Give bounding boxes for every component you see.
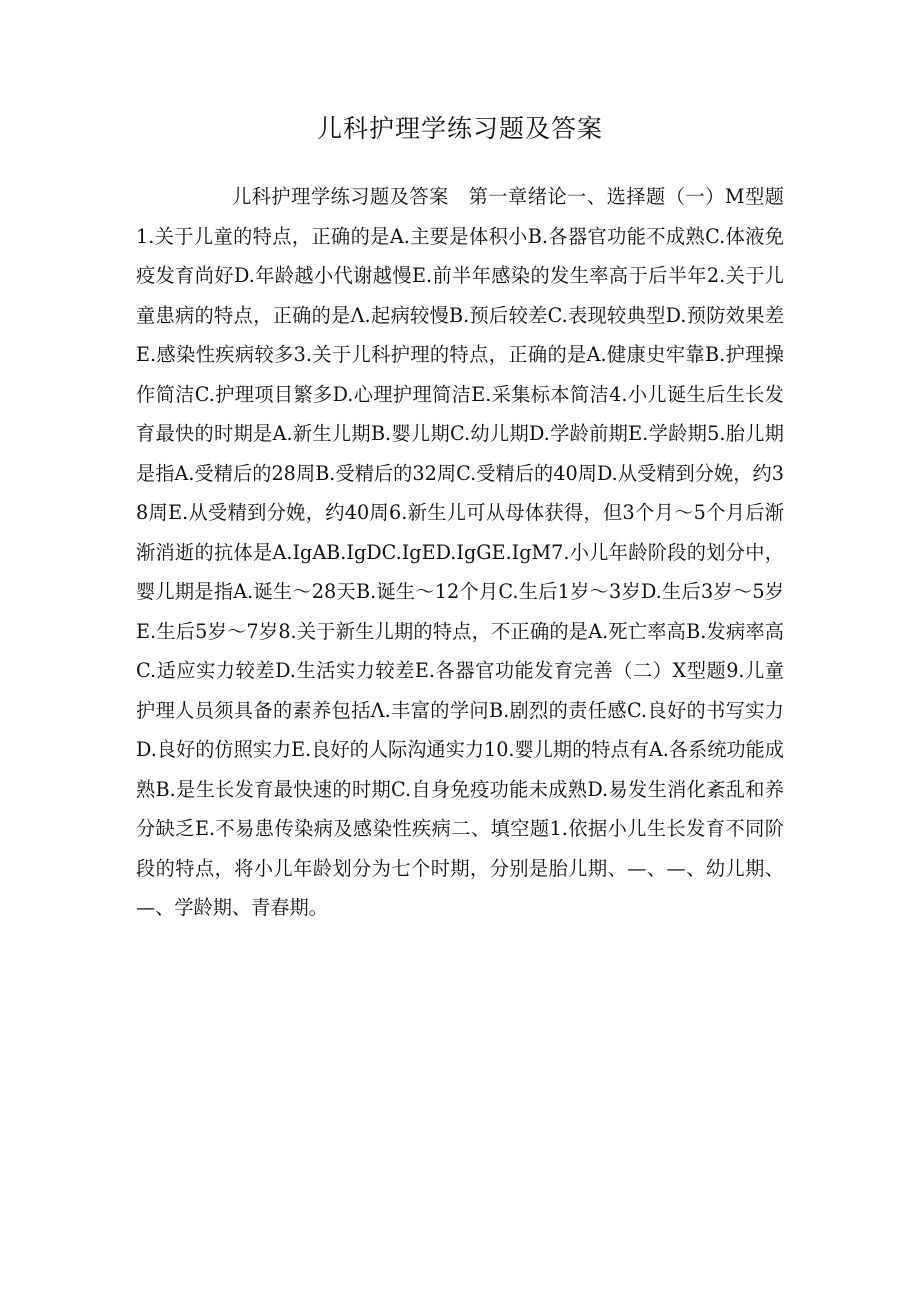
document-body-paragraph: 儿科护理学练习题及答案 第一章绪论一、选择题（一）M型题1.关于儿童的特点，正确的是A.主要是体积小B.各器官功能不成熟C.体液免疫发育尚好D.年龄越小代谢越慢E.前半年感染的发生率高于后半年2.关于儿童患病的特点，正确的是Λ.起病较慢B.预后较差C.表现较典型D.预防效果差E.感染性疾病较多3.关于儿科护理的特点，正确的是A.健康史牢靠B.护理操作简洁C.护理项目繁多D.心理护理简洁E.采集标本简洁4.小儿诞生后生长发育最快的时期是A.新生儿期B.婴儿期C.幼儿期D.学龄前期E.学龄期5.胎儿期是指A.受精后的28周B.受精后的32周C.受精后的40周D.从受精到分娩，约38周E.从受精到分娩，约40周6.新生儿可从母体获得，但3个月～5个月后渐渐消逝的抗体是A.IgAB.IgDC.IgED.IgGE.IgM7.小儿年龄阶段的划分中，婴儿期是指A.诞生～28天B.诞生～12个月C.生后1岁～3岁D.生后3岁～5岁E.生后5岁～7岁8.关于新生儿期的特点，不正确的是A.死亡率高B.发病率高C.适应实力较差D.生活实力较差E.各器官功能发育完善（二）X型题9.儿童护理人员须具备的素养包括Λ.丰富的学问B.剧烈的责任感C.良好的书写实力D.良好的仿照实力E.良好的人际沟通实力10.婴儿期的特点有A.各系统功能成熟B.是生长发育最快速的时期C.自身免疫功能未成熟D.易发生消化紊乱和养分缺乏E.不易患传染病及感染性疾病二、填空题1.依据小儿生长发育不同阶段的特点，将小儿年龄划分为七个时期，分别是胎儿期、—、—、幼儿期、—、学龄期、青春期。: [136, 185, 784, 919]
document-title: 儿科护理学练习题及答案: [316, 114, 603, 143]
